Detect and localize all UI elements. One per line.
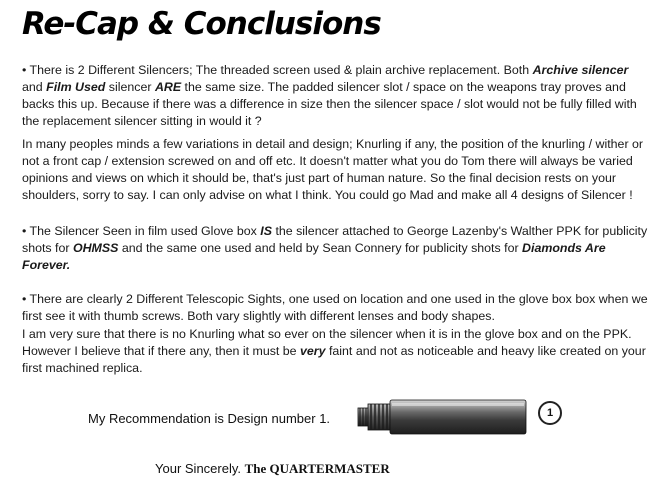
paragraph-telescopic-sights: • There are clearly 2 Different Telescopic Sights, one used on location and one used in the glove box box when we first see it with thumb screws. Both vary slightly with different lenses and body shapes.: [22, 292, 648, 323]
design-number-badge: 1: [538, 401, 562, 425]
page-title: Re-Cap & Conclusions: [22, 6, 381, 42]
sign-off: [155, 461, 390, 477]
text-span: and: [22, 80, 47, 94]
text-span: the same size. The padded silencer slot / space on the weapons tray proves and backs this up. Because if there was a difference in size then the silencer space / slot would not be fully filled with the replacement silencer sitting in would it ?: [22, 80, 637, 128]
text-span: silencer: [105, 80, 155, 94]
paragraph-glove-box-silencer: [22, 223, 648, 274]
paragraph-opinions: In many peoples minds a few variations in detail and design; Knurling if any, the position of the knurling / wither or not a front cap / extension screwed on and off etc. It doesn't matter what you do Tom there will always be varied opinions and views on which it should be, that's just part of human nature. So the final decision rests on your shoulders, sorry to say. I can only advise on what I think. You could go Mad and make all 4 designs of Silencer !: [22, 137, 644, 202]
paragraph-knurling: [22, 326, 648, 377]
text-span: faint and not as noticeable and heavy like created on your first machined replica.: [22, 344, 646, 375]
signature: The QUARTERMASTER: [244, 461, 390, 476]
emphasis-archive-silencer: Archive silencer: [532, 63, 629, 77]
emphasis-ohmss: OHMSS: [72, 241, 119, 255]
text-span: • There is 2 Different Silencers; The threaded screen used & plain archive replacement. Both: [22, 63, 533, 77]
emphasis-is: IS: [260, 224, 272, 238]
recommendation-text: My Recommendation is Design number 1.: [88, 411, 331, 426]
emphasis-very: very: [300, 344, 326, 358]
paragraph-silencers: [22, 62, 648, 130]
emphasis-diamonds-are-forever: Diamonds Are Forever.: [22, 241, 606, 272]
text-span: I am very sure that there is no Knurling what so ever on the silencer when it is in the glove box and on the PPK. However I believe that if there any, then it must be: [22, 327, 632, 358]
silencer-illustration: [356, 395, 528, 439]
text-span: and the same one used and held by Sean Connery for publicity shots for: [118, 241, 523, 255]
text-span: • The Silencer Seen in film used Glove box: [22, 224, 261, 238]
emphasis-are: ARE: [154, 80, 182, 94]
text-span: the silencer attached to George Lazenby's Walther PPK for publicity shots for: [22, 224, 648, 255]
sign-off-text: Your Sincerely.: [155, 461, 241, 476]
emphasis-film-used: Film Used: [46, 80, 106, 94]
